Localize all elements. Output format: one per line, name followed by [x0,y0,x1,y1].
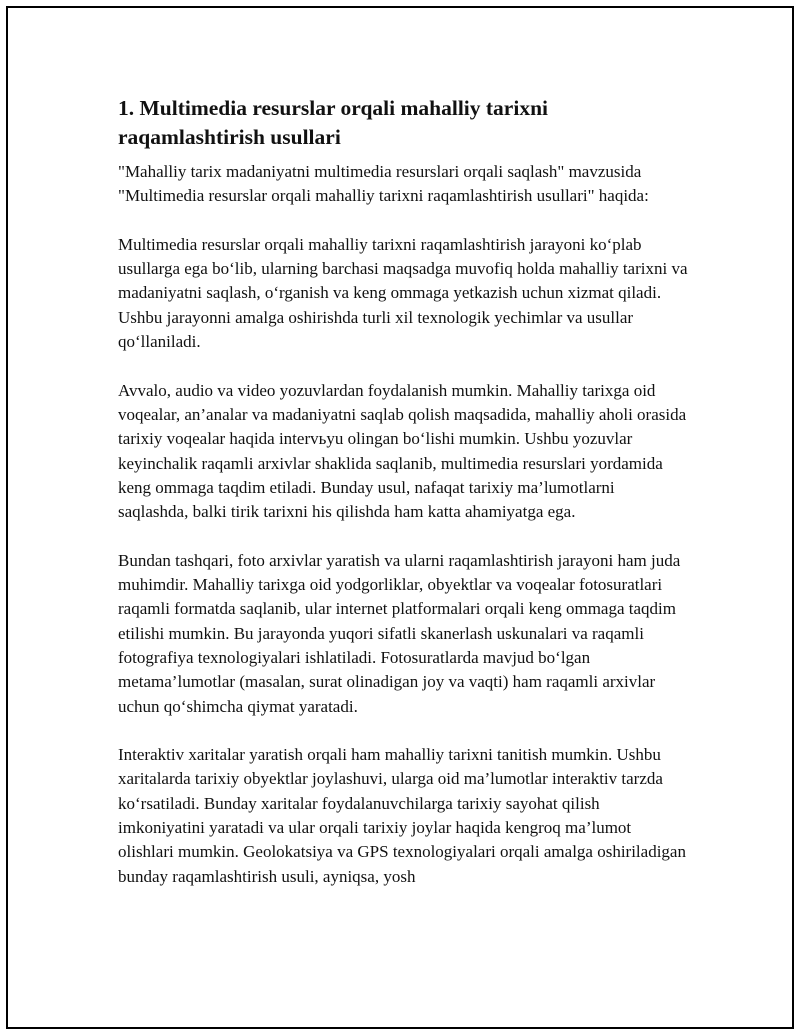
paragraph-interactive-maps: Interaktiv xaritalar yaratish orqali ham mahalliy tarixni tanitish mumkin. Ushbu xaritalarda tarixiy obyektlar joylashuvi, ularga oid ma’lumotlar interaktiv tarzda ko‘rsatiladi. Bunday xaritalar foydalanuvchilarga tarixiy sayohat qilish imkoniyatini yaratadi va ular orqali tarixiy joylar haqida kengroq ma’lumot olishlari mumkin. Geolokatsiya va GPS texnologiyalari orqali amalga oshiriladigan bunday raqamlashtirish usuli, ayniqsa, yosh [118,745,686,886]
paragraph-audio-video: Avvalo, audio va video yozuvlardan foydalanish mumkin. Mahalliy tarixga oid voqealar, an’analar va madaniyatni saqlab qolish maqsadida, mahalliy aholi orasida tarixiy voqealar haqida intervьyu olingan bo‘lishi mumkin. Ushbu yozuvlar keyinchalik raqamli arxivlar shaklida saqlanib, multimedia resurslari yordamida keng ommaga taqdim etiladi. Bunday usul, nafaqat tarixiy ma’lumotlarni saqlashda, balki tirik tarixni his qilishda ham katta ahamiyatga ega. [118,380,687,522]
paragraph-intro: "Mahalliy tarix madaniyatni multimedia resurslari orqali saqlash" mavzusida "Multimedia resurslar orqali mahalliy tarixni raqamlashtirish usullari" haqida: [118,162,649,206]
paragraph-overview: Multimedia resurslar orqali mahalliy tarixni raqamlashtirish jarayoni ko‘plab usullarga ega bo‘lib, ularning barchasi maqsadga muvofiq holda mahalliy tarixni va madaniyatni saqlash, o‘rganish va keng ommaga yetkazish uchun xizmat qiladi. Ushbu jarayonni amalga oshirishda turli xil texnologik yechimlar va usullar qo‘llaniladi. [118,234,688,352]
section-heading: 1. Multimedia resurslar orqali mahalliy tarixni raqamlashtirish usullari [118,96,548,149]
document-body [118,94,688,913]
paragraph-photo-archives: Bundan tashqari, foto arxivlar yaratish va ularni raqamlashtirish jarayoni ham juda muhimdir. Mahalliy tarixga oid yodgorliklar, obyektlar va voqealar fotosuratlari raqamli formatda saqlanib, ular internet platformalari orqali keng ommaga taqdim etilishi mumkin. Bu jarayonda yuqori sifatli skanerlash uskunalari va raqamli fotografiya texnologiyalari ishlatiladi. Fotosuratlarda mavjud bo‘lgan metama’lumotlar (masalan, surat olinadigan joy va vaqti) ham raqamli arxivlar uchun qo‘shimcha qiymat yaratadi. [118,550,681,716]
